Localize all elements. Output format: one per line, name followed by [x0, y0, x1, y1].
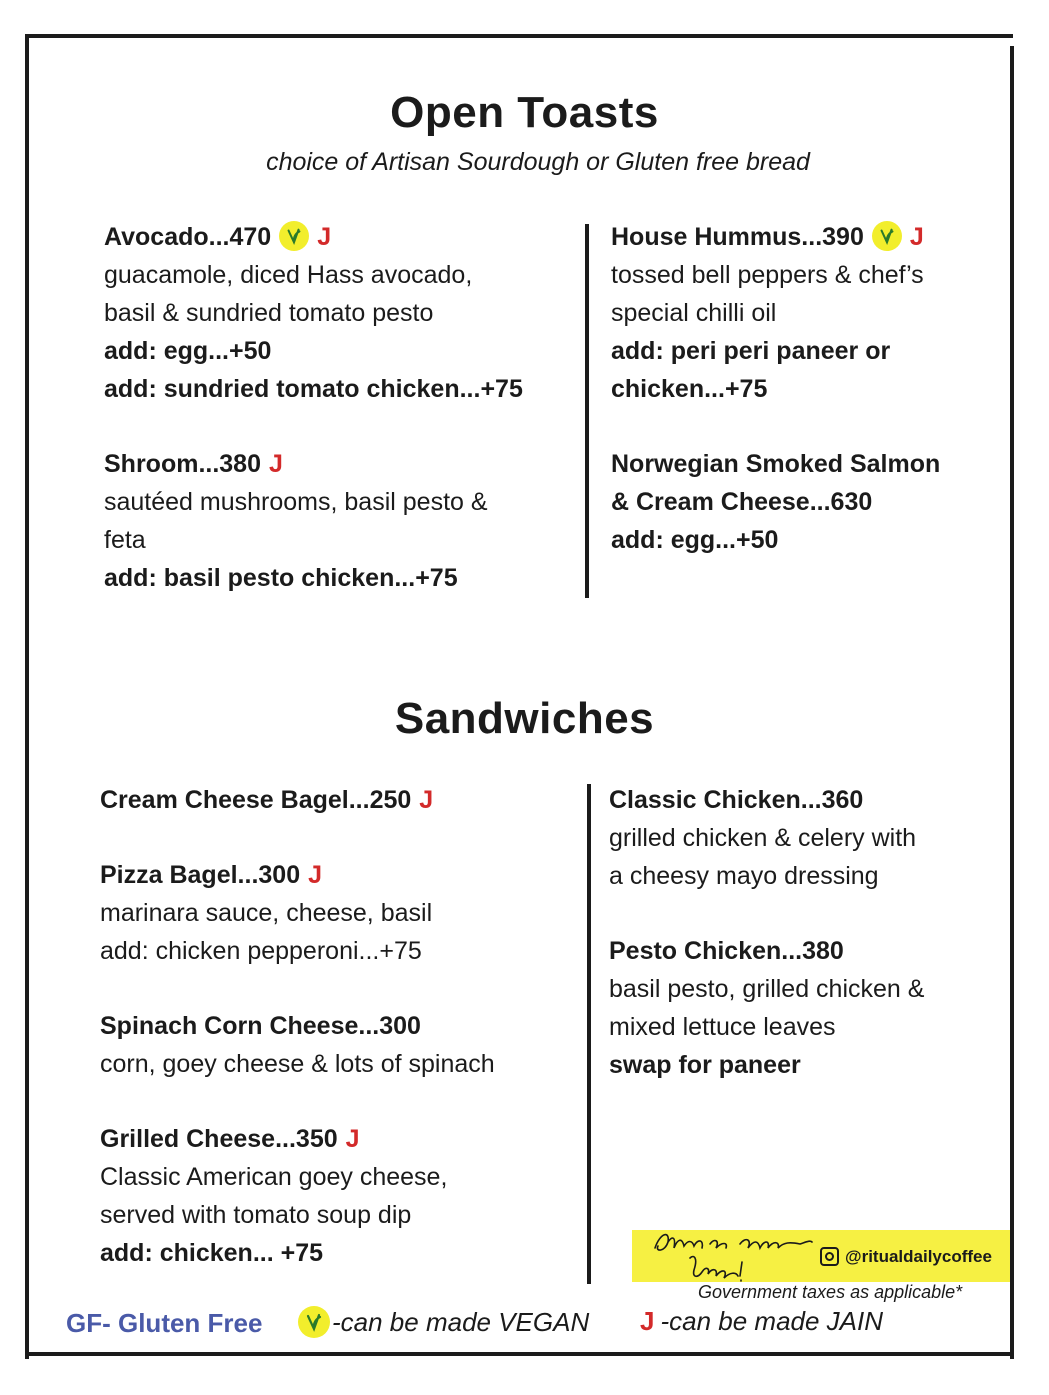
jain-icon: J	[317, 223, 332, 251]
menu-item-description: corn, goey cheese & lots of spinach	[100, 1050, 495, 1078]
jain-icon: J	[308, 861, 323, 889]
menu-item	[611, 218, 1049, 408]
menu-item-name: Grilled Cheese...350 J	[100, 1125, 360, 1153]
menu-item	[611, 445, 1049, 559]
open-toasts-divider	[585, 224, 589, 598]
menu-item	[609, 781, 1049, 895]
legend-vegan	[298, 1306, 589, 1338]
open-toasts-subtitle: choice of Artisan Sourdough or Gluten free bread	[266, 148, 810, 176]
menu-item-description: sautéed mushrooms, basil pesto &	[104, 488, 488, 516]
menu-item	[100, 1120, 570, 1272]
menu-item-addon: add: chicken... +75	[100, 1239, 324, 1267]
instagram-icon	[820, 1247, 839, 1266]
jain-icon: J	[640, 1306, 655, 1336]
jain-icon: J	[419, 786, 434, 814]
menu-item	[100, 781, 570, 819]
legend-jain-text: -can be made JAIN	[660, 1306, 884, 1336]
legend-jain	[640, 1306, 883, 1337]
open-toasts-left-column	[104, 218, 574, 634]
menu-item-addon: swap for paneer	[609, 1051, 801, 1079]
menu-item-name: Cream Cheese Bagel...250 J	[100, 786, 434, 814]
menu-item	[609, 932, 1049, 1084]
menu-item	[100, 1007, 570, 1083]
menu-item-name: Spinach Corn Cheese...300	[100, 1012, 421, 1040]
menu-item-description: mixed lettuce leaves	[609, 1013, 836, 1041]
menu-item-description: basil & sundried tomato pesto	[104, 299, 434, 327]
menu-item-description: feta	[104, 526, 146, 554]
menu-item-description: a cheesy mayo dressing	[609, 862, 879, 890]
menu-item-name: House Hummus...390 J	[611, 223, 924, 251]
menu-item-description: special chilli oil	[611, 299, 777, 327]
menu-item	[100, 856, 570, 970]
menu-item	[104, 218, 574, 408]
menu-item-name: Norwegian Smoked Salmon	[611, 450, 941, 478]
taxes-note: Government taxes as applicable*	[698, 1282, 963, 1302]
menu-item-description: marinara sauce, cheese, basil	[100, 899, 433, 927]
legend-vegan-text: -can be made VEGAN	[332, 1307, 590, 1337]
vegan-icon	[298, 1306, 330, 1338]
menu-item-name: Classic Chicken...360	[609, 786, 864, 814]
legend-gluten-free: GF- Gluten Free	[66, 1308, 263, 1338]
sandwiches-divider	[587, 784, 591, 1284]
menu-item-description: add: chicken pepperoni...+75	[100, 937, 422, 965]
sandwiches-title: Sandwiches	[394, 694, 655, 743]
instagram-handle-text: @ritualdailycoffee	[845, 1247, 992, 1266]
instagram-handle[interactable]	[820, 1247, 992, 1267]
menu-item-description: basil pesto, grilled chicken &	[609, 975, 925, 1003]
open-toasts-right-column	[611, 218, 1049, 596]
jain-icon: J	[909, 223, 924, 251]
menu-item-addon: add: peri peri paneer or	[611, 337, 891, 365]
menu-item-description: tossed bell peppers & chef’s	[611, 261, 924, 289]
menu-item-addon: add: sundried tomato chicken...+75	[104, 375, 523, 403]
sandwiches-right-column	[609, 781, 1049, 1121]
open-toasts-title: Open Toasts	[390, 88, 659, 137]
menu-item	[104, 445, 574, 597]
menu-item-name: Shroom...380 J	[104, 450, 283, 478]
vegan-icon	[279, 221, 309, 251]
sandwiches-left-column	[100, 781, 570, 1309]
menu-item-addon: add: egg...+50	[611, 526, 779, 554]
vegan-icon	[872, 221, 902, 251]
frame-top-border	[25, 34, 1013, 38]
frame-bottom-border	[25, 1352, 1014, 1356]
menu-item-description: served with tomato soup dip	[100, 1201, 412, 1229]
menu-item-description: Classic American goey cheese,	[100, 1163, 448, 1191]
jain-icon: J	[269, 450, 283, 478]
menu-item-name: Pizza Bagel...300 J	[100, 861, 323, 889]
menu-item-name: Avocado...470 J	[104, 223, 332, 251]
menu-item-name: Pesto Chicken...380	[609, 937, 844, 965]
menu-item-addon: add: basil pesto chicken...+75	[104, 564, 458, 592]
menu-item-addon: add: egg...+50	[104, 337, 272, 365]
menu-item-description: grilled chicken & celery with	[609, 824, 917, 852]
menu-item-name: & Cream Cheese...630	[611, 488, 873, 516]
jain-icon: J	[345, 1125, 360, 1153]
menu-item-description: guacamole, diced Hass avocado,	[104, 261, 473, 289]
menu-item-addon: chicken...+75	[611, 375, 768, 403]
